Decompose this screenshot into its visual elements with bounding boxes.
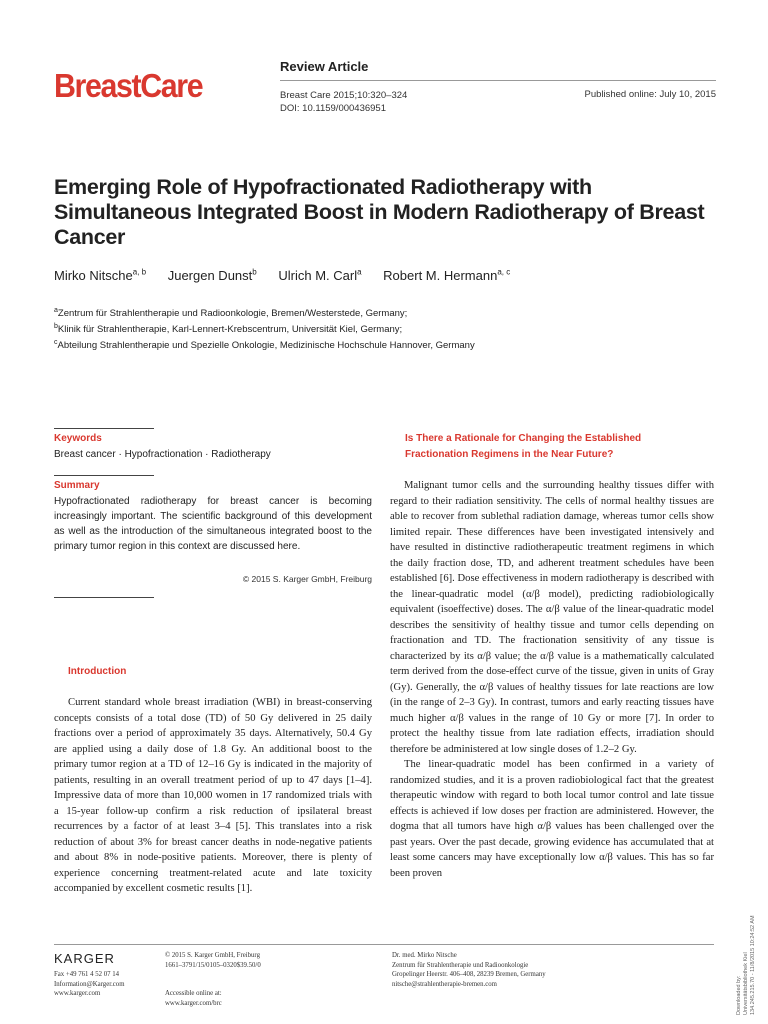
header-divider (280, 80, 716, 81)
affiliation-text: Zentrum für Strahlentherapie und Radioonkologie, Bremen/Westerstede, Germany; (57, 308, 408, 320)
footer-online-label: Accessible online at: (165, 990, 222, 997)
download-sidebar (736, 895, 757, 1015)
summary-copyright: © 2015 S. Karger GmbH, Freiburg (242, 574, 372, 584)
keywords-rule (54, 428, 154, 429)
sidebar-line: 134.245.215.70 - 11/8/2015 10:24:52 AM (750, 915, 756, 1015)
correspondence-address: Gropelinger Heerstr. 406–408, 28239 Bremen, Germany (392, 971, 546, 978)
author-affiliation-mark: a, c (497, 268, 511, 277)
article-type: Review Article (280, 59, 369, 74)
rationale-heading-line: Fractionation Regimens in the Near Future? (405, 449, 614, 460)
author-name: Mirko Nitsche (54, 268, 133, 284)
introduction-body (54, 695, 372, 897)
author-name: Ulrich M. Carl (278, 268, 358, 284)
sidebar-line: Universitätsbibliothek Kiel (743, 952, 749, 1015)
publisher-contact (54, 970, 125, 999)
sidebar-line: Downloaded by: (736, 975, 742, 1015)
publisher-fax: Fax +49 761 4 52 07 14 (54, 971, 120, 978)
summary-text: Hypofractionated radiotherapy for breast cancer is becoming increasingly important. The scientific background of this development as well as the introduction of the simultaneous integrated boost to the primary tumor region in this context are discussed here. (54, 496, 372, 552)
author-affiliation-mark: a, b (132, 268, 147, 277)
publisher-logo: KARGER (54, 951, 115, 966)
rationale-heading (405, 431, 641, 463)
correspondence-name: Dr. med. Mirko Nitsche (392, 952, 457, 959)
affiliation (54, 336, 724, 352)
author[interactable] (278, 268, 361, 283)
rationale-paragraph-1: Malignant tumor cells and the surrounding healthy tissues differ with regard to their radiation sensitivity. The cells of normal healthy tissues are able to recover from sublethal radiation damage, whereas tumor cells show limited repair. These differences have been investigated intensively and have resulted in distinctive radiotherapeutic treatment regimens in which the daily fraction dose, TD, and adherent treatment schedules have been established [6]. Dose effectiveness in modern radiotherapy is described with the linear-quadratic model (α/β model), predicting radiobiologically equivalent (isoeffective) doses. The α/β value of the linear-quadratic model describes the sensitivity of healthy tissue and tumor cells depending on fractionation and TD. The fractionation sensitivity of any tissue is characterized by its α/β value; the α/β value is a mathematically calculated term derived from the dose-effect curve of the tissue, given in units of Gray (Gy). Generally, the α/β values of healthy tissues for late reactions are low (in the range of 2–3 Gy). In contrast, tumors and early reacting tissues have much higher α/β values in the range of 10 Gy or more [7]. In order to protect the healthy tissue from late radiation effects, irradiation should therefore be administered at low single doses of 1.2–2 Gy. (390, 480, 714, 755)
summary-heading: Summary (54, 480, 100, 491)
summary-end-rule (54, 597, 154, 598)
affiliation-mark: b (54, 323, 58, 331)
affiliation (54, 320, 724, 336)
citation: Breast Care 2015;10:320–324 (280, 90, 408, 101)
author-list (54, 268, 724, 283)
affiliation-text: Abteilung Strahlentherapie und Spezielle Onkologie, Medizinische Hochschule Hannover, Germany (57, 340, 475, 352)
author-name: Juergen Dunst (167, 268, 253, 284)
footer-divider (54, 944, 714, 945)
rationale-heading-line: Is There a Rationale for Changing the Established (405, 433, 642, 444)
article-title: Emerging Role of Hypofractionated Radiotherapy with Simultaneous Integrated Boost in Modern Radiotherapy of Breast Cancer (54, 175, 705, 249)
affiliation (54, 304, 724, 320)
footer-online-url[interactable]: www.karger.com/brc (165, 999, 222, 1007)
author-name: Robert M. Hermann (383, 268, 498, 284)
publisher-email[interactable]: Information@Karger.com (54, 980, 125, 988)
keywords-text: Breast cancer · Hypofractionation · Radiotherapy (54, 449, 271, 460)
affiliations (54, 304, 724, 352)
publisher-website[interactable]: www.karger.com (54, 990, 101, 997)
citation-block (280, 89, 407, 115)
correspondence-block (392, 951, 546, 989)
introduction-heading: Introduction (68, 666, 127, 677)
doi-link[interactable]: DOI: 10.1159/000436951 (280, 103, 386, 114)
journal-logo: BreastCare (54, 67, 203, 104)
affiliation-mark: a (54, 307, 58, 314)
author[interactable] (383, 268, 510, 283)
introduction-paragraph: Current standard whole breast irradiation (WBI) in breast-conserving concepts consists of a total dose (TD) of 50 Gy delivered in 25 daily fractions over a period of approximately 35 days. Alternatively, 50.4 Gy are applied using a daily dose of 1.8 Gy. An additional boost to the primary tumor region at a TD of 12–16 Gy is indicated in the majority of patients, resulting in an overall treatment period of up to 47 days [1–4]. Impressive data of more than 10,000 women in 17 randomized trials with a 15-year follow-up confirm a risk reduction of ipsilateral breast recurrences by a factor of at least 3–4 [5]. This translates into a risk reduction of about 3% for breast cancer deaths in node-negative patients and about 8% in node-positive patients. Moreover, there is plenty of experience concerning treatment-related acute and late toxicity accompanied by excellent cosmetic results [1]. (54, 697, 372, 894)
correspondence-institution: Zentrum für Strahlentherapie und Radioonkologie (392, 961, 529, 969)
affiliation-mark: c (54, 339, 58, 347)
footer-copyright: © 2015 S. Karger GmbH, Freiburg (165, 952, 260, 959)
author-affiliation-mark: b (252, 268, 257, 277)
footer-copyright-block (165, 951, 261, 1008)
affiliation-text: Klinik für Strahlentherapie, Karl-Lennert-Krebscentrum, Universität Kiel, Germany; (57, 324, 403, 336)
author[interactable] (54, 268, 146, 283)
author[interactable] (168, 268, 257, 283)
rationale-body (390, 478, 714, 881)
rationale-paragraph-2: The linear-quadratic model has been confirmed in a variety of randomized studies, and it is a proven radiobiological fact that the greatest therapeutic window with regard to both local tumor control and late tissue effects is achieved if low doses per fraction are administered. However, the dogma that all tumors have high α/β values has been challenged over the past years. Over the past decade, growing evidence has accumulated that at least some cancers may have exceptionally low α/β values. This has so far been proven (390, 759, 714, 879)
summary-rule (54, 475, 154, 476)
footer-issn: 1661–3791/15/0105–0320$39.50/0 (165, 961, 261, 969)
published-date: Published online: July 10, 2015 (584, 89, 716, 100)
author-affiliation-mark: a (357, 268, 362, 277)
keywords-heading: Keywords (54, 433, 102, 444)
correspondence-email[interactable]: nitsche@strahlentherapie-bremen.com (392, 980, 497, 988)
